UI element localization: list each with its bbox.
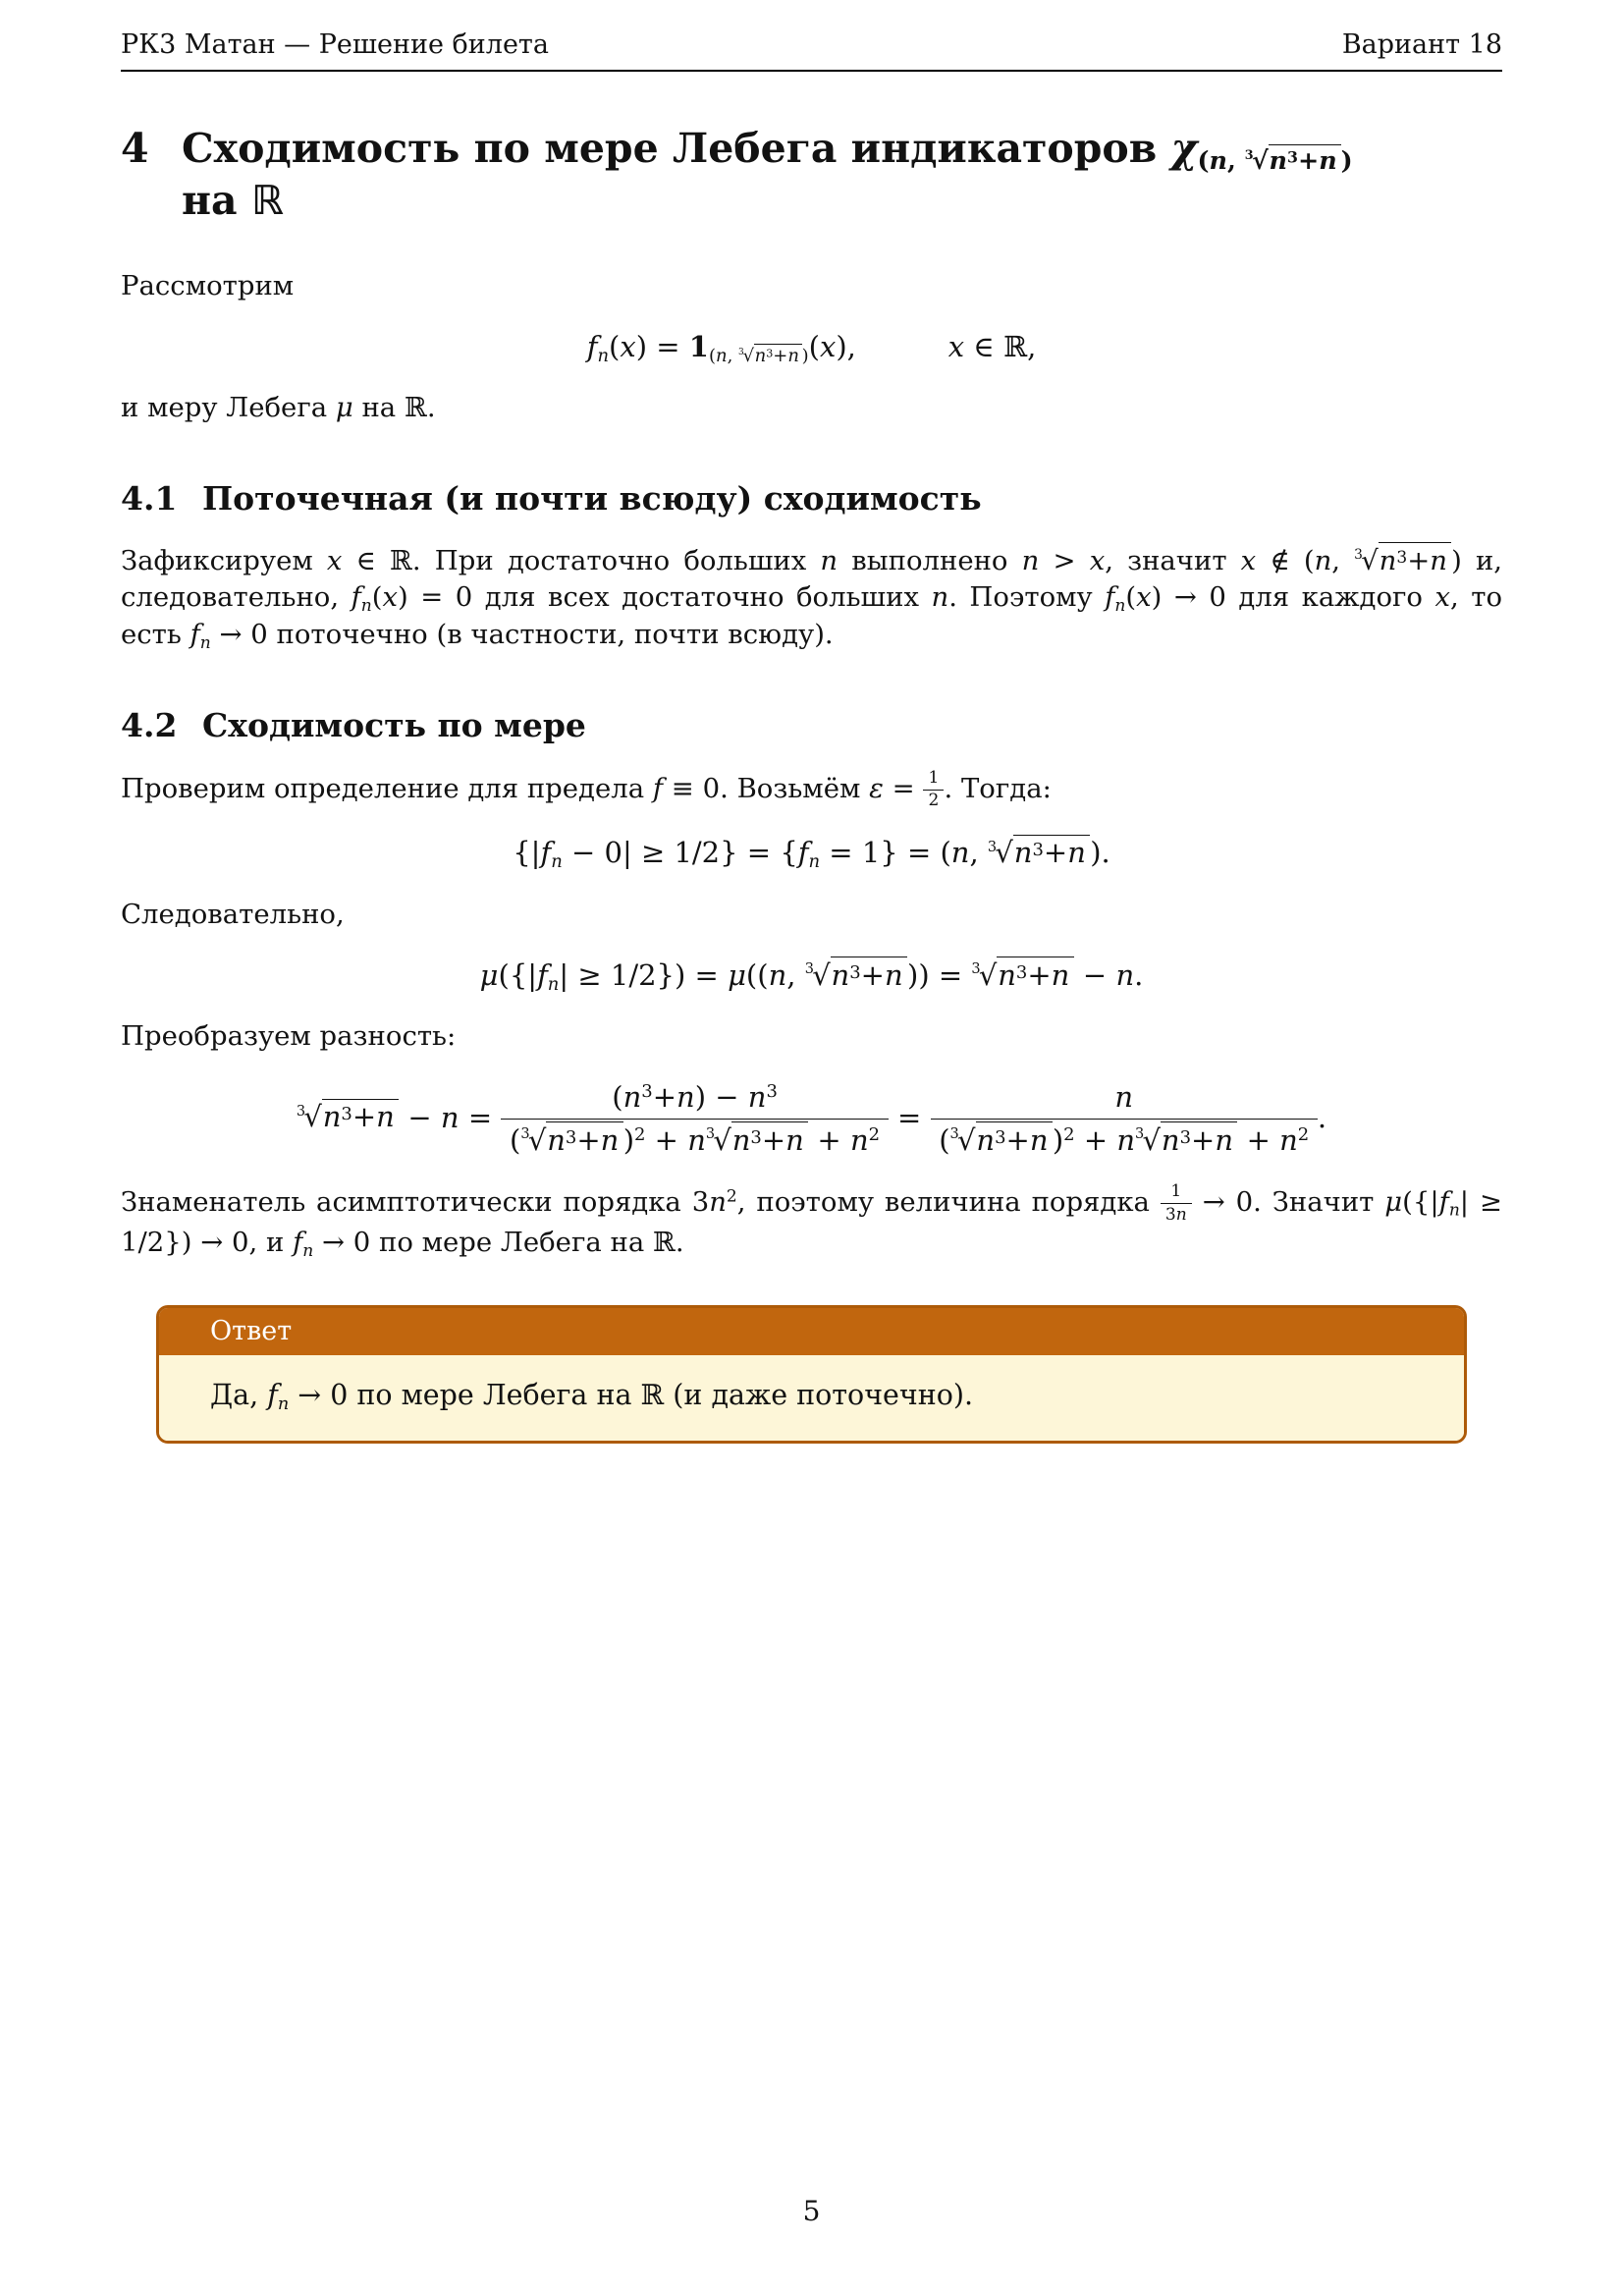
answer-box [156, 1305, 1467, 1444]
section-4-1-heading [121, 479, 1502, 519]
transform-difference-text: Преобразуем разность: [121, 1020, 457, 1053]
pointwise-convergence-paragraph: Зафиксируем x ∈ ℝ. При достаточно больших n выполнено n > x, значит x ∉ (n, $^3√n^3+n$ ) и, следовательно, $f_n(x) = 0$ для всех достаточно больших n. Поэтому $f_n(x) \to 0$ для каждого x, то есть $f_n \to 0$ поточечно (в частности, почти всюду). [121, 542, 1502, 653]
denominator-asymptotics-paragraph: Знаменатель асимптотически порядка $3n^2$, поэтому величина порядка $\frac{1}{3n}$ → 0. Значит $\mu(\{|f_n| \ge 1/2\}) \to 0$, и $f_n \to 0$ по мере Лебега на ℝ. [121, 1181, 1502, 1262]
page-number: 5 [802, 2195, 821, 2227]
section-4-1-number: 4.1 [121, 479, 178, 519]
section-4-2-heading [121, 706, 1502, 745]
section-4-2-title-text: Сходимость по мере [202, 705, 586, 744]
section-4-2-number: 4.2 [121, 705, 178, 744]
section-4-heading [121, 123, 1502, 227]
therefore-text: Следовательно, [121, 898, 345, 930]
header-variant-label: Вариант 18 [1341, 29, 1502, 60]
section-4-title-text: Сходимость по мере Лебега индикаторов $\chi_{(n, ^3√n^3+n )}$ на ℝ [182, 125, 1353, 225]
page-footer [0, 2195, 1623, 2227]
formula-difference-fraction: $^3√n^3+n - n$ = $\frac{(n^3+n) - n^3}{(^3√n^3+n )^2 + n^3√n^3+n + n^2}$ = $\frac{n}{(^3√n^3+n )^2 + n^3√n^3+n + n^2}$ . [121, 1079, 1502, 1160]
answer-label: Ответ [210, 1315, 293, 1346]
page-header [121, 29, 1502, 72]
section-4-number: 4 [121, 125, 149, 172]
formula-fn-definition: $f_n(x) = 1_{(n, ^3√n^3+n )}(x)$, x ∈ ℝ, [586, 329, 1037, 366]
formula-level-set: $\{|f_n - 0| \ge 1/2\} = \{f_n = 1\} = (n$, $^3√n^3+n$ ). [513, 836, 1110, 873]
header-course-title: РК3 Матан — Решение билета [121, 29, 549, 60]
formula-measure-value: $\mu(\{|f_n| \ge 1/2\}) = \mu((n$, $^3√n^3+n$ )) = $^3√n^3+n - n$. [479, 958, 1144, 996]
section-4-1-title-text: Поточечная (и почти всюду) сходимость [202, 479, 982, 519]
measure-check-paragraph: Проверим определение для предела f ≡ 0. Возьмём ε = $\frac{1}{2}$ . Тогда: [121, 767, 1052, 810]
intro-after-text: и меру Лебега μ на ℝ. [121, 392, 436, 424]
answer-text: Да, $f_n \to 0$ по мере Лебега на ℝ (и даже поточечно). [159, 1355, 1464, 1441]
intro-lead-text: Рассмотрим [121, 269, 295, 301]
answer-box-header [159, 1308, 1464, 1355]
